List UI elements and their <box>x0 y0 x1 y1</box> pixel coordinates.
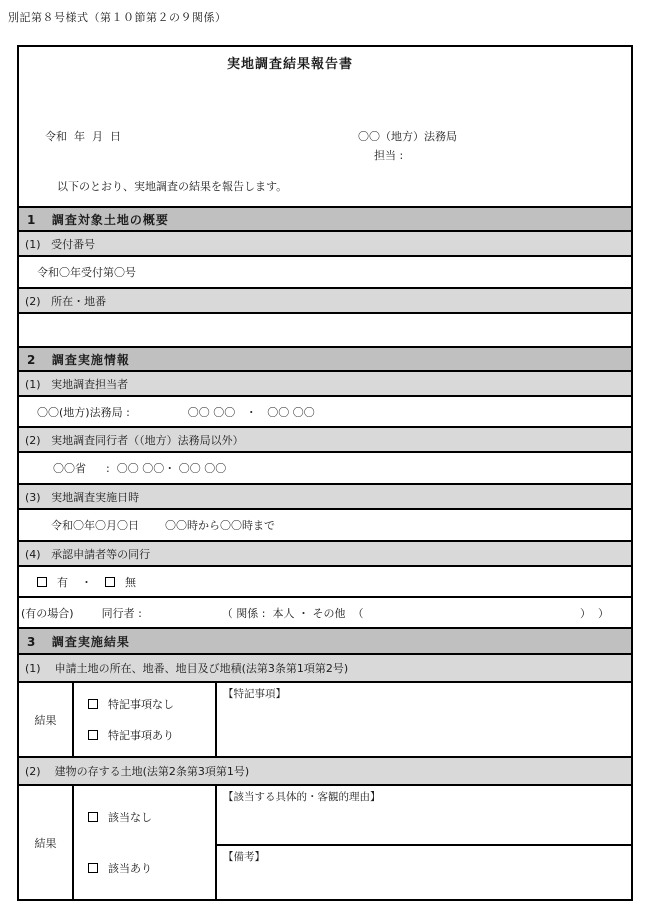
accompany-no-option[interactable] <box>105 574 136 590</box>
result1-checkbox-cell <box>74 683 217 756</box>
not-applicable-label: 該当なし <box>108 811 152 825</box>
choice-separator: ・ <box>81 575 92 589</box>
surveyor-label: (1) 実地調査担当者 <box>25 377 129 391</box>
section1-heading-text: 1 調査対象土地の概要 <box>27 212 169 227</box>
checkbox-not-applicable-icon[interactable] <box>88 812 98 822</box>
applicable-option[interactable] <box>88 860 215 876</box>
result-table-1 <box>17 681 633 758</box>
companion-names: : 〇〇 〇〇・ 〇〇 〇〇 <box>106 462 227 475</box>
has-remarks-option[interactable] <box>88 727 215 743</box>
accompany-yes-option[interactable] <box>37 574 68 590</box>
section3-heading-text: 3 調査実施結果 <box>27 634 130 649</box>
building-land-label: (2) 建物の存する土地(法第2条第3項第1号) <box>25 765 250 778</box>
result-label-2: 結果 <box>34 836 57 850</box>
report-header-box <box>17 45 633 208</box>
section3-item2-header <box>17 756 633 786</box>
section2-heading-text: 2 調査実施情報 <box>27 352 130 367</box>
relation-label: （ 関係 : 本人 ・ その他 （ <box>221 606 364 620</box>
companion-org: 〇〇省 <box>53 462 86 475</box>
checkbox-applicable-icon[interactable] <box>88 863 98 873</box>
result-label-cell-2 <box>19 786 74 899</box>
lot-location-row[interactable] <box>17 312 633 348</box>
lot-location-label: (2) 所在・地番 <box>25 294 107 308</box>
checkbox-no-icon[interactable] <box>105 577 115 587</box>
applicant-accompany-label: (4) 承認申請者等の同行 <box>25 547 151 561</box>
survey-datetime-label: (3) 実地調査実施日時 <box>25 490 140 504</box>
memo-note-area[interactable] <box>217 846 631 899</box>
reason-note-area[interactable] <box>217 786 631 846</box>
memo-note-title: 【備考】 <box>223 851 265 863</box>
date-line: 令和 年 月 日 <box>45 130 121 143</box>
office-block <box>358 127 457 165</box>
applicable-label: 該当あり <box>108 861 152 875</box>
companion-label: (2) 実地調査同行者（（地方）法務局以外） <box>25 433 244 447</box>
intro-text: 以下のとおり、実地調査の結果を報告します。 <box>57 180 288 193</box>
accompany-yes-label: 有 <box>57 575 68 589</box>
contact-line: 担当 : <box>374 149 404 162</box>
not-applicable-option[interactable] <box>88 809 215 825</box>
receipt-number-value: 令和〇年受付第〇号 <box>37 266 136 279</box>
form-number-label: 別記第８号様式（第１０節第２の９関係） <box>8 11 227 24</box>
section3-header <box>17 627 633 655</box>
surveyor-org: 〇〇(地方)法務局 : <box>37 405 130 419</box>
surveyor-names: 〇〇 〇〇 ・ 〇〇 〇〇 <box>187 405 315 419</box>
report-document <box>17 45 633 901</box>
result-label-1: 結果 <box>34 713 57 727</box>
remarks-note-area[interactable] <box>217 683 631 756</box>
checkbox-no-remarks-icon[interactable] <box>88 699 98 709</box>
reason-note-title: 【該当する具体的・客観的理由】 <box>223 791 381 803</box>
result-table-2 <box>17 784 633 901</box>
accompany-detail-row[interactable] <box>17 596 633 629</box>
surveyor-row[interactable] <box>17 395 633 428</box>
relation-close-paren: ） ） <box>580 606 609 620</box>
receipt-number-row[interactable] <box>17 255 633 289</box>
section2-item4-header <box>17 540 633 567</box>
no-remarks-label: 特記事項なし <box>108 698 174 712</box>
section2-item3-header <box>17 483 633 510</box>
companion-row[interactable] <box>17 451 633 485</box>
result2-note-cell <box>217 786 631 899</box>
section1-header <box>17 206 633 232</box>
survey-time-value: 〇〇時から〇〇時まで <box>165 519 275 532</box>
survey-datetime-row[interactable] <box>17 508 633 542</box>
result-label-cell-1 <box>19 683 74 756</box>
survey-date-value: 令和〇年〇月〇日 <box>51 519 139 532</box>
report-title: 実地調査結果報告書 <box>226 57 353 72</box>
has-remarks-label: 特記事項あり <box>108 728 174 742</box>
if-yes-label: (有の場合) <box>21 606 74 620</box>
section1-item2-header <box>17 287 633 314</box>
checkbox-yes-icon[interactable] <box>37 577 47 587</box>
checkbox-has-remarks-icon[interactable] <box>88 730 98 740</box>
result2-checkbox-cell <box>74 786 217 899</box>
receipt-number-label: (1) 受付番号 <box>25 237 96 251</box>
section2-item2-header <box>17 426 633 453</box>
accompany-choice-row <box>17 565 633 598</box>
section2-header <box>17 346 633 372</box>
remarks-note-title: 【特記事項】 <box>223 688 286 700</box>
office-name: 〇〇（地方）法務局 <box>358 130 457 143</box>
section3-item1-header <box>17 653 633 683</box>
accompany-no-label: 無 <box>125 575 136 589</box>
section1-item1-header <box>17 230 633 257</box>
no-remarks-option[interactable] <box>88 696 215 712</box>
land-details-label: (1) 申請土地の所在、地番、地目及び地積(法第3条第1項第2号) <box>25 662 349 675</box>
section2-item1-header <box>17 370 633 397</box>
attendant-field-label: 同行者 : <box>101 606 142 620</box>
